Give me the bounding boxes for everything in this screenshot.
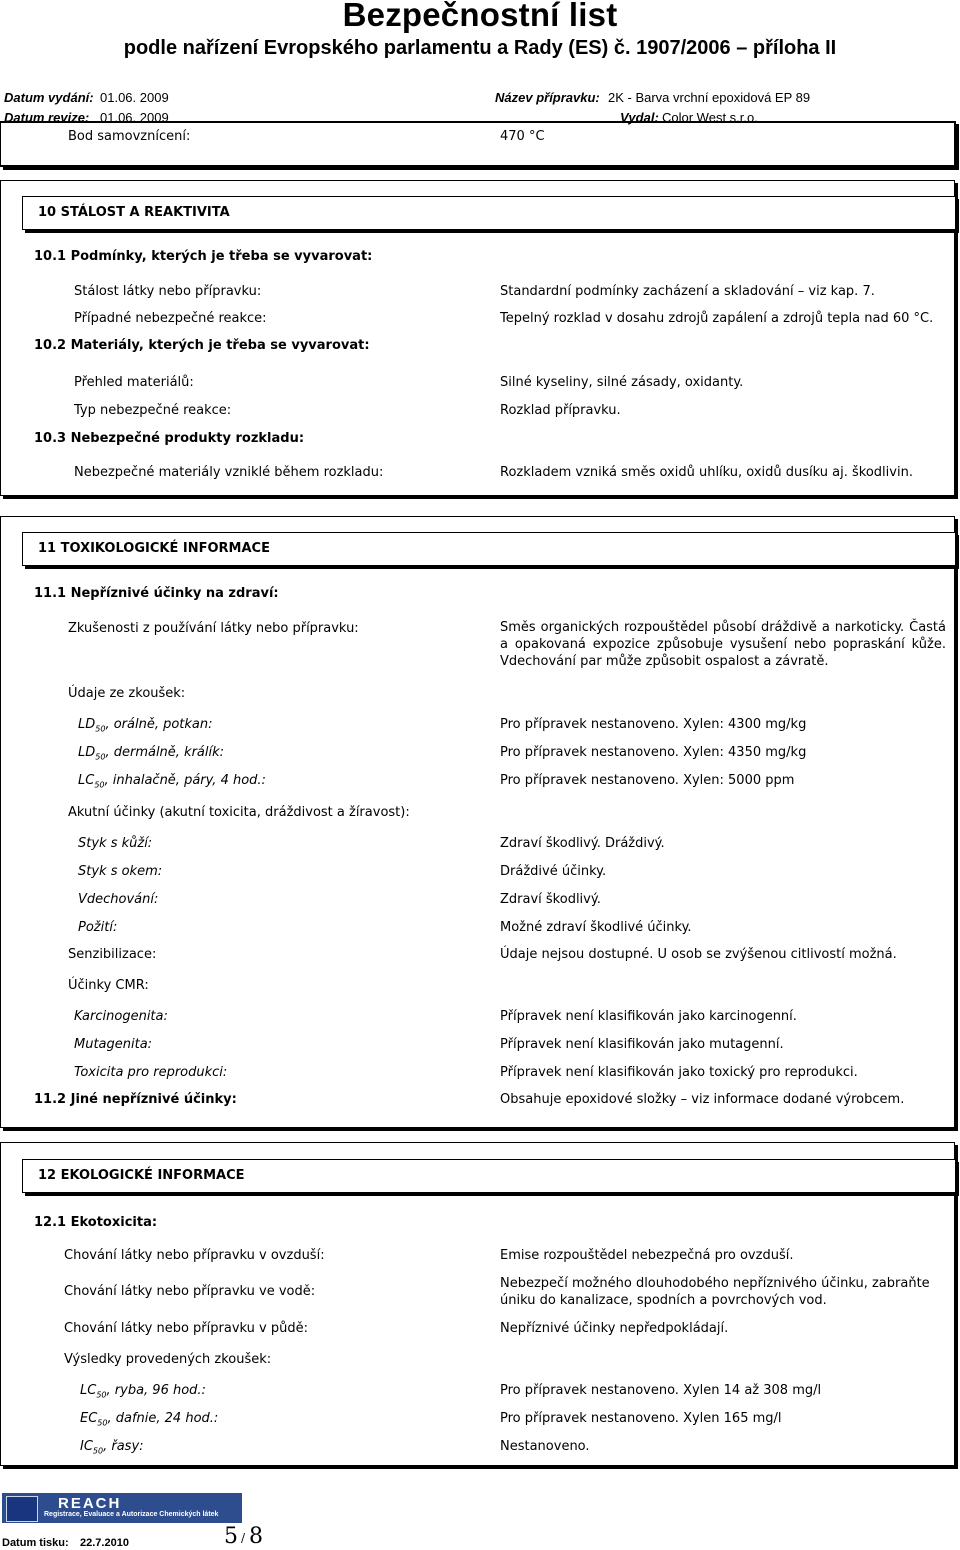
publisher-label: Vydal: <box>620 110 659 125</box>
s11-experience-value: Směs organických rozpouštědel působí dráždivě a narkoticky. Častá a opakovaná expozice způsobuje vysušení nebo popraskání kůže. Vdechování par může způsobit ospalost a závratě. <box>500 620 946 669</box>
s11-skin-label: Styk s kůží: <box>78 836 153 851</box>
print-date-value: 22.7.2010 <box>80 1537 129 1549</box>
s11-other-effects-value: Obsahuje epoxidové složky – viz informace dodané výrobcem. <box>500 1092 905 1107</box>
issue-date-value: 01.06. 2009 <box>100 90 169 105</box>
s12-ic-algae-value: Nestanoveno. <box>500 1439 590 1454</box>
s11-sensitization-label: Senzibilizace: <box>68 947 157 962</box>
autoignition-label: Bod samovznícení: <box>68 129 191 144</box>
s10-stability-label: Stálost látky nebo přípravku: <box>74 284 262 299</box>
revision-date-label: Datum revize: <box>4 110 90 125</box>
s11-cmr-label: Účinky CMR: <box>68 978 149 993</box>
s11-inhalation-value: Zdraví škodlivý. <box>500 892 601 907</box>
s12-ec-daphnia-label: $EC_{50}$, dafnie, 24 hod.: <box>80 1411 219 1428</box>
page-current: 5 <box>224 1524 238 1549</box>
s11-mutagenicity-value: Přípravek není klasifikován jako mutagenní. <box>500 1037 784 1052</box>
s10-decomp-label: Nebezpečné materiály vzniklé během rozkladu: <box>74 465 384 480</box>
s11-reproduction-value: Přípravek není klasifikován jako toxický pro reprodukci. <box>500 1065 858 1080</box>
s11-ld-dermal-value: Pro přípravek nestanoveno. Xylen: 4350 mg/kg <box>500 745 807 760</box>
s11-lc-inhal-value: Pro přípravek nestanoveno. Xylen: 5000 ppm <box>500 773 795 788</box>
issue-date-label: Datum vydání: <box>4 90 94 105</box>
s10-3-heading: 10.3 Nebezpečné produkty rozkladu: <box>34 431 305 446</box>
s12-soil-label: Chování látky nebo přípravku v půdě: <box>64 1321 308 1336</box>
s12-1-heading: 12.1 Ekotoxicita: <box>34 1215 158 1230</box>
s12-results-label: Výsledky provedených zkoušek: <box>64 1352 272 1367</box>
s10-reactions-label: Případné nebezpečné reakce: <box>74 311 267 326</box>
section-10-title: 10 STÁLOST A REAKTIVITA <box>38 205 230 220</box>
s10-1-heading: 10.1 Podmínky, kterých je třeba se vyvarovat: <box>34 249 373 264</box>
autoignition-value: 470 °C <box>500 129 545 144</box>
s12-air-value: Emise rozpouštědel nebezpečná pro ovzduší. <box>500 1248 794 1263</box>
s12-lc-fish-label: $LC_{50}$, ryba, 96 hod.: <box>80 1383 206 1400</box>
s11-mutagenicity-label: Mutagenita: <box>74 1037 153 1052</box>
s11-reproduction-label: Toxicita pro reprodukci: <box>74 1065 228 1080</box>
s10-stability-value: Standardní podmínky zacházení a skladování – viz kap. 7. <box>500 284 875 299</box>
s10-decomp-value: Rozkladem vzniká směs oxidů uhlíku, oxidů dusíku aj. škodlivin. <box>500 465 913 480</box>
s11-inhalation-label: Vdechování: <box>78 892 159 907</box>
s11-ld-oral-value: Pro přípravek nestanoveno. Xylen: 4300 mg/kg <box>500 717 807 732</box>
s11-tests-label: Údaje ze zkoušek: <box>68 686 186 701</box>
s12-ic-algae-label: $IC_{50}$, řasy: <box>80 1439 144 1456</box>
s12-ec-daphnia-value: Pro přípravek nestanoveno. Xylen 165 mg/l <box>500 1411 782 1426</box>
s12-water-value: Nebezpečí možného dlouhodobého nepříznivého účinku, zabraňte úniku do kanalizace, spodních a povrchových vod. <box>500 1276 930 1308</box>
document-subtitle: podle nařízení Evropského parlamentu a Rady (ES) č. 1907/2006 – příloha II <box>123 37 837 59</box>
product-name-label: Název přípravku: <box>495 90 600 105</box>
s12-lc-fish-value: Pro přípravek nestanoveno. Xylen 14 až 308 mg/l <box>500 1383 822 1398</box>
eu-flag-icon <box>6 1496 38 1522</box>
s12-air-label: Chování látky nebo přípravku v ovzduší: <box>64 1248 325 1263</box>
s11-1-heading: 11.1 Nepříznivé účinky na zdraví: <box>34 586 279 601</box>
s12-soil-value: Nepříznivé účinky nepředpokládají. <box>500 1321 729 1336</box>
s10-2-heading: 10.2 Materiály, kterých je třeba se vyvarovat: <box>34 338 370 353</box>
s11-sensitization-value: Údaje nejsou dostupné. U osob se zvýšenou citlivostí možná. <box>500 947 897 962</box>
section-11-title: 11 TOXIKOLOGICKÉ INFORMACE <box>38 541 270 556</box>
s11-ld-oral-label: $LD_{50}$, orálně, potkan: <box>78 717 213 734</box>
previous-section-box <box>0 121 956 167</box>
s10-materials-label: Přehled materiálů: <box>74 375 194 390</box>
s11-eye-value: Dráždivé účinky. <box>500 864 607 879</box>
reach-logo <box>2 1493 242 1523</box>
s11-ingestion-label: Požití: <box>78 920 118 935</box>
s11-ingestion-value: Možné zdraví škodlivé účinky. <box>500 920 692 935</box>
s10-reaction-type-label: Typ nebezpečné reakce: <box>74 403 232 418</box>
s11-eye-label: Styk s okem: <box>78 864 163 879</box>
s11-carcinogenicity-label: Karcinogenita: <box>74 1009 168 1024</box>
publisher-value: Color West s.r.o. <box>662 110 758 125</box>
document-title: Bezpečnostní list <box>342 0 618 33</box>
s11-lc-inhal-label: $LC_{50}$, inhalačně, páry, 4 hod.: <box>78 773 266 790</box>
s11-acute-label: Akutní účinky (akutní toxicita, dráždivost a žíravost): <box>68 805 410 820</box>
s11-skin-value: Zdraví škodlivý. Dráždivý. <box>500 836 665 851</box>
print-date-label: Datum tisku: <box>2 1537 69 1549</box>
revision-date-value: 01.06. 2009 <box>100 110 169 125</box>
page-total: 8 <box>249 1524 263 1549</box>
product-name-value: 2K - Barva vrchní epoxidová EP 89 <box>608 90 811 105</box>
s11-experience-label: Zkušenosti z používání látky nebo přípravku: <box>68 621 359 636</box>
s10-materials-value: Silné kyseliny, silné zásady, oxidanty. <box>500 375 744 390</box>
s12-water-label: Chování látky nebo přípravku ve vodě: <box>64 1284 316 1299</box>
s11-2-heading: 11.2 Jiné nepříznivé účinky: <box>34 1092 237 1107</box>
s10-reaction-type-value: Rozklad přípravku. <box>500 403 621 418</box>
s11-ld-dermal-label: $LD_{50}$, dermálně, králík: <box>78 745 225 762</box>
page-separator: / <box>241 1531 246 1545</box>
reach-logo-subtext: Registrace, Evaluace a Autorizace Chemických látek <box>44 1511 219 1518</box>
s11-carcinogenicity-value: Přípravek není klasifikován jako karcinogenní. <box>500 1009 797 1024</box>
s10-reactions-value: Tepelný rozklad v dosahu zdrojů zapálení a zdrojů tepla nad 60 °C. <box>500 311 934 326</box>
section-12-title: 12 EKOLOGICKÉ INFORMACE <box>38 1168 245 1183</box>
reach-logo-text: REACH <box>58 1495 122 1512</box>
